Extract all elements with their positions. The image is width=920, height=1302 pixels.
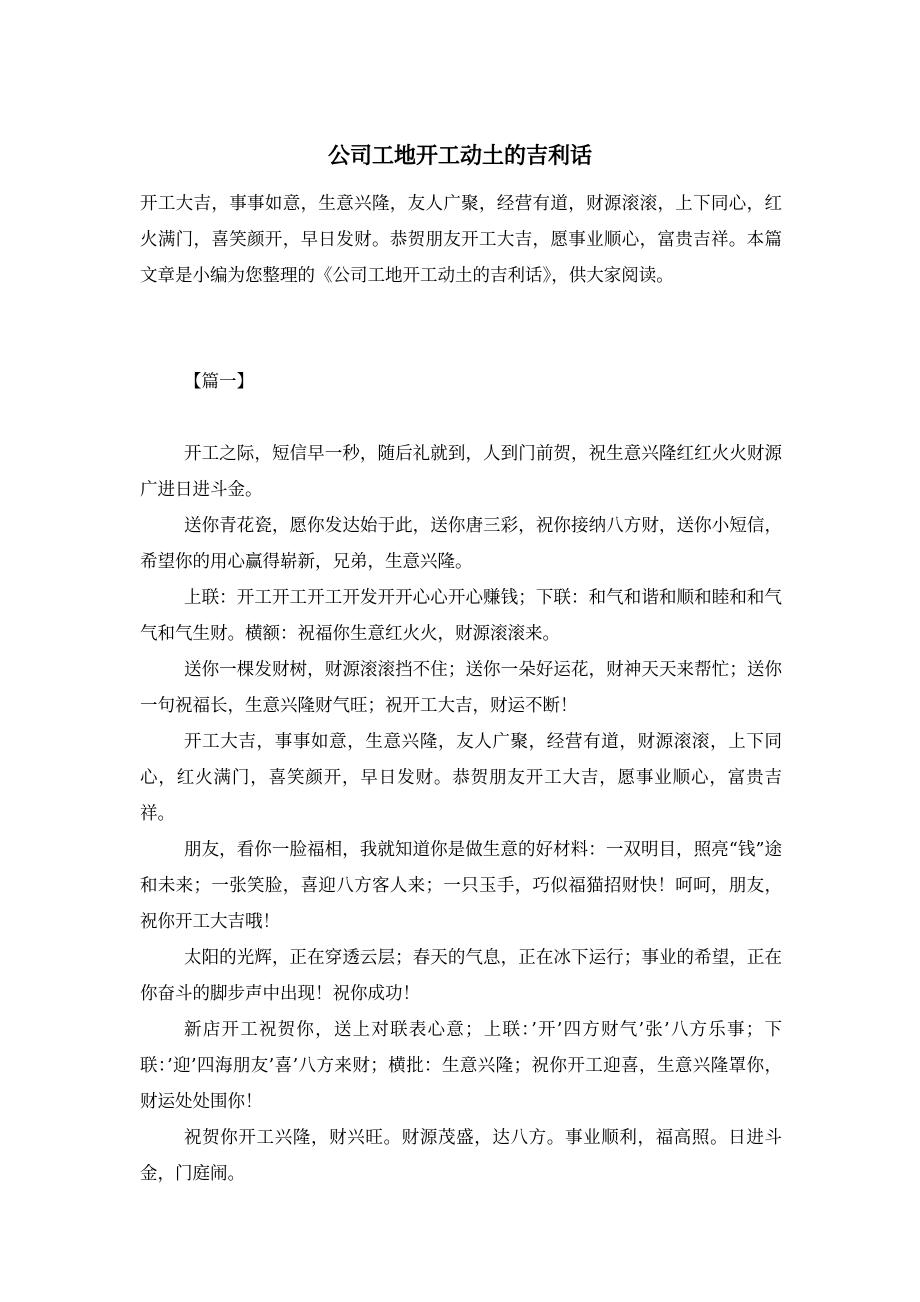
document-title: 公司工地开工动土的吉利话 bbox=[327, 143, 592, 169]
body-paragraph-5: 开工大吉，事事如意，生意兴隆，友人广聚，经营有道，财源滚滚，上下同心，红火满门，喜笑颜开，早日发财。恭贺朋友开工大吉，愿事业顺心，富贵吉祥。 bbox=[140, 732, 782, 824]
body-paragraph-8: 新店开工祝贺你，送上对联表心意；上联：’开’四方财气’张’八方乐事；下联：’迎’四海朋友’喜’八方来财；横批：生意兴隆；祝你开工迎喜，生意兴隆罩你，财运处处围你！ bbox=[140, 1020, 782, 1112]
body-paragraph-6: 朋友，看你一脸福相，我就知道你是做生意的好材料：一双明目，照亮“钱”途和未来；一张笑脸，喜迎八方客人来；一只玉手，巧似福猫招财快！呵呵，朋友，祝你开工大吉哦！ bbox=[140, 840, 782, 932]
body-paragraph-1: 开工之际，短信早一秒，随后礼就到，人到门前贺，祝生意兴隆红红火火财源广进日进斗金。 bbox=[140, 444, 782, 500]
body-paragraph-7: 太阳的光辉，正在穿透云层；春天的气息，正在冰下运行；事业的希望，正在你奋斗的脚步声中出现！祝你成功！ bbox=[140, 948, 782, 1004]
body-paragraph-9: 祝贺你开工兴隆，财兴旺。财源茂盛，达八方。事业顺利，福高照。日进斗金，门庭闹。 bbox=[140, 1128, 782, 1184]
intro-paragraph: 开工大吉，事事如意，生意兴隆，友人广聚，经营有道，财源滚滚，上下同心，红火满门，喜笑颜开，早日发财。恭贺朋友开工大吉，愿事业顺心，富贵吉祥。本篇文章是小编为您整理的《公司工地开工动土的吉利话》，供大家阅读。 bbox=[140, 194, 782, 286]
body-paragraph-2: 送你青花瓷，愿你发达始于此，送你唐三彩，祝你接纳八方财，送你小短信，希望你的用心赢得崭新，兄弟，生意兴隆。 bbox=[140, 516, 782, 572]
body-paragraph-3: 上联：开工开工开工开发开开心心开心赚钱；下联：和气和谐和顺和睦和和气气和气生财。横额：祝福你生意红火火，财源滚滚来。 bbox=[140, 588, 782, 644]
document-body bbox=[140, 436, 782, 1192]
section-heading: 【篇一】 bbox=[184, 372, 254, 392]
body-paragraph-4: 送你一棵发财树，财源滚滚挡不住；送你一朵好运花，财神天天来帮忙；送你一句祝福长，生意兴隆财气旺；祝开工大吉，财运不断！ bbox=[140, 660, 782, 716]
